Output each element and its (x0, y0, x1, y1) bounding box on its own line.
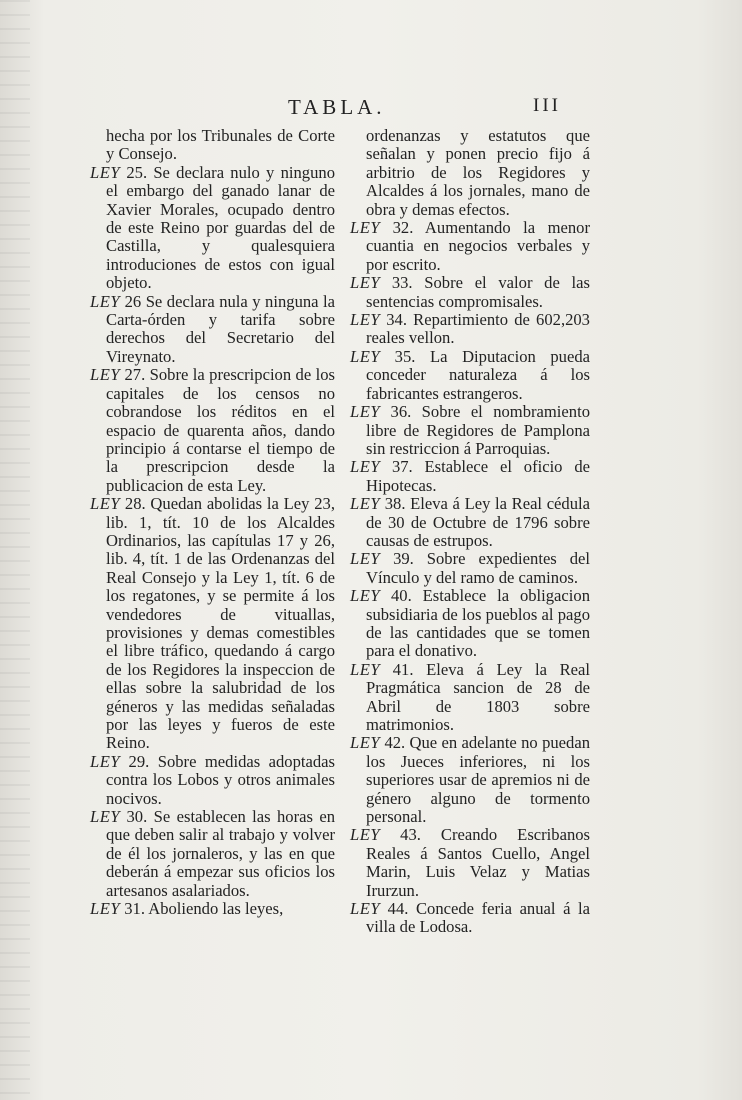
law-text: 44. Concede feria anual á la villa de Lodosa. (366, 899, 590, 937)
law-entry-41 (350, 661, 590, 735)
law-label: LEY (350, 310, 381, 330)
law-text: 27. Sobre la prescripcion de los capitales de los censos no cobrandose los réditos en el espacio de quarenta años, dando principio á contarse el tiempo de la prescripcion desde la publicacion de esta Ley. (106, 365, 335, 495)
law-entry-30 (90, 808, 335, 900)
law-entry-39 (350, 550, 590, 587)
law-entry-25 (90, 164, 335, 293)
law-label: LEY (90, 899, 121, 919)
law-text: 36. Sobre el nombramiento libre de Regidores de Pamplona sin restriccion á Parroquias. (366, 402, 590, 458)
law-text: 37. Establece el oficio de Hipotecas. (366, 457, 590, 495)
law-label: LEY (350, 549, 381, 569)
law-label: LEY (350, 659, 381, 679)
law-label: LEY (350, 273, 381, 293)
law-entry-34 (350, 311, 590, 348)
law-text: 30. Se establecen las horas en que deben salir al trabajo y volver de él los jornaleros, y las en que deberán á empezar sus oficios los artesanos asalariados. (106, 807, 335, 900)
law-text: 38. Eleva á Ley la Real cédula de 30 de Octubre de 1796 sobre causas de estrupos. (366, 494, 590, 550)
law-entry-33 (350, 274, 590, 311)
law-text: 33. Sobre el valor de las sentencias compromisales. (366, 273, 590, 311)
law-entry-44 (350, 900, 590, 937)
right-column (350, 127, 590, 937)
bleed-through-texture (0, 0, 30, 1100)
law-label: LEY (350, 586, 381, 606)
law-label: LEY (90, 751, 121, 771)
law-text: 40. Establece la obligacion subsidiaria de los pueblos al pago de las cantidades que se tomen para el donativo. (366, 586, 590, 661)
law-entry-42 (350, 734, 590, 826)
law-text: 39. Sobre expedientes del Vínculo y del ramo de caminos. (366, 549, 590, 587)
law-text: 42. Que en adelante no puedan los Jueces inferiores, ni los superiores usar de apremios ni de género alguno de tormento personal. (366, 733, 590, 827)
law-entry-32 (350, 219, 590, 274)
continuation-text: hecha por los Tribunales de Corte y Consejo. (106, 126, 335, 164)
law-label: LEY (350, 457, 381, 477)
law-text: 29. Sobre medidas adoptadas contra los Lobos y otros animales nocivos. (106, 751, 335, 808)
law-text: 26 Se declara nula y ninguna la Carta-órden y tarifa sobre derechos del Secretario del Vireynato. (106, 291, 335, 366)
law-label: LEY (90, 365, 121, 385)
page-number: III (533, 95, 561, 116)
law-entry-29 (90, 753, 335, 808)
law-label: LEY (350, 825, 381, 845)
continuation-text: ordenanzas y estatutos que señalan y ponen precio fijo á arbitrio de los Regidores y Alcaldes á los jornales, mano de obra y demas efectos. (366, 126, 590, 219)
law-entry-40 (350, 587, 590, 661)
law-label: LEY (350, 494, 381, 514)
law-entry-38 (350, 495, 590, 550)
running-header-title: TABLA. (288, 95, 386, 119)
law-entry-37 (350, 458, 590, 495)
law-text: 25. Se declara nulo y ninguno el embargo del ganado lanar de Xavier Morales, ocupado dentro de este Reino por guardas del de Castilla, y qualesquiera introduciones de estos con igual objeto. (106, 162, 335, 293)
law-entry-28 (90, 495, 335, 753)
law-text: 41. Eleva á Ley la Real Pragmática sancion de 28 de Abril de 1803 sobre matrimonios. (366, 659, 590, 734)
law-text: 28. Quedan abolidas la Ley 23, lib. 1, tít. 10 de los Alcaldes Ordinarios, las capítulas 17 y 26, lib. 4, tít. 1 de las Ordenanzas del Real Consejo y la Ley 1, tít. 6 de los regatones, y se permite á los vendedores de vituallas, provisiones y demas comestibles el libre tráfico, quedando á cargo de los Regidores la inspeccion de ellas sobre la salubridad de los géneros y las medidas señaladas por las leyes y fueros de este Reino. (106, 494, 335, 753)
law-entry-36 (350, 403, 590, 458)
law-entry-27 (90, 366, 335, 495)
law-text: 35. La Diputacion pueda conceder naturaleza á los fabricantes estrangeros. (366, 346, 590, 403)
law-label: LEY (90, 162, 121, 182)
law-entry-43 (350, 826, 590, 900)
law-label: LEY (350, 402, 381, 422)
law-entry-26 (90, 293, 335, 367)
law-label: LEY (90, 807, 121, 827)
law-entry-31 (90, 900, 335, 918)
law-label: LEY (350, 346, 381, 366)
law-text: 31. Aboliendo las leyes, (124, 899, 284, 919)
law-label: LEY (90, 494, 121, 514)
left-column (90, 127, 335, 918)
law-label: LEY (350, 733, 381, 753)
law-label: LEY (350, 899, 381, 919)
law-entry-35 (350, 348, 590, 403)
law-text: 32. Aumentando la menor cuantia en negocios verbales y por escrito. (366, 218, 590, 274)
law-text: 34. Repartimiento de 602,203 reales vellon. (366, 310, 590, 348)
law-text: 43. Creando Escribanos Reales á Santos Cuello, Angel Marin, Luis Velaz y Matias Irurzun. (366, 825, 590, 900)
law-label: LEY (90, 291, 121, 311)
law-label: LEY (350, 218, 381, 238)
